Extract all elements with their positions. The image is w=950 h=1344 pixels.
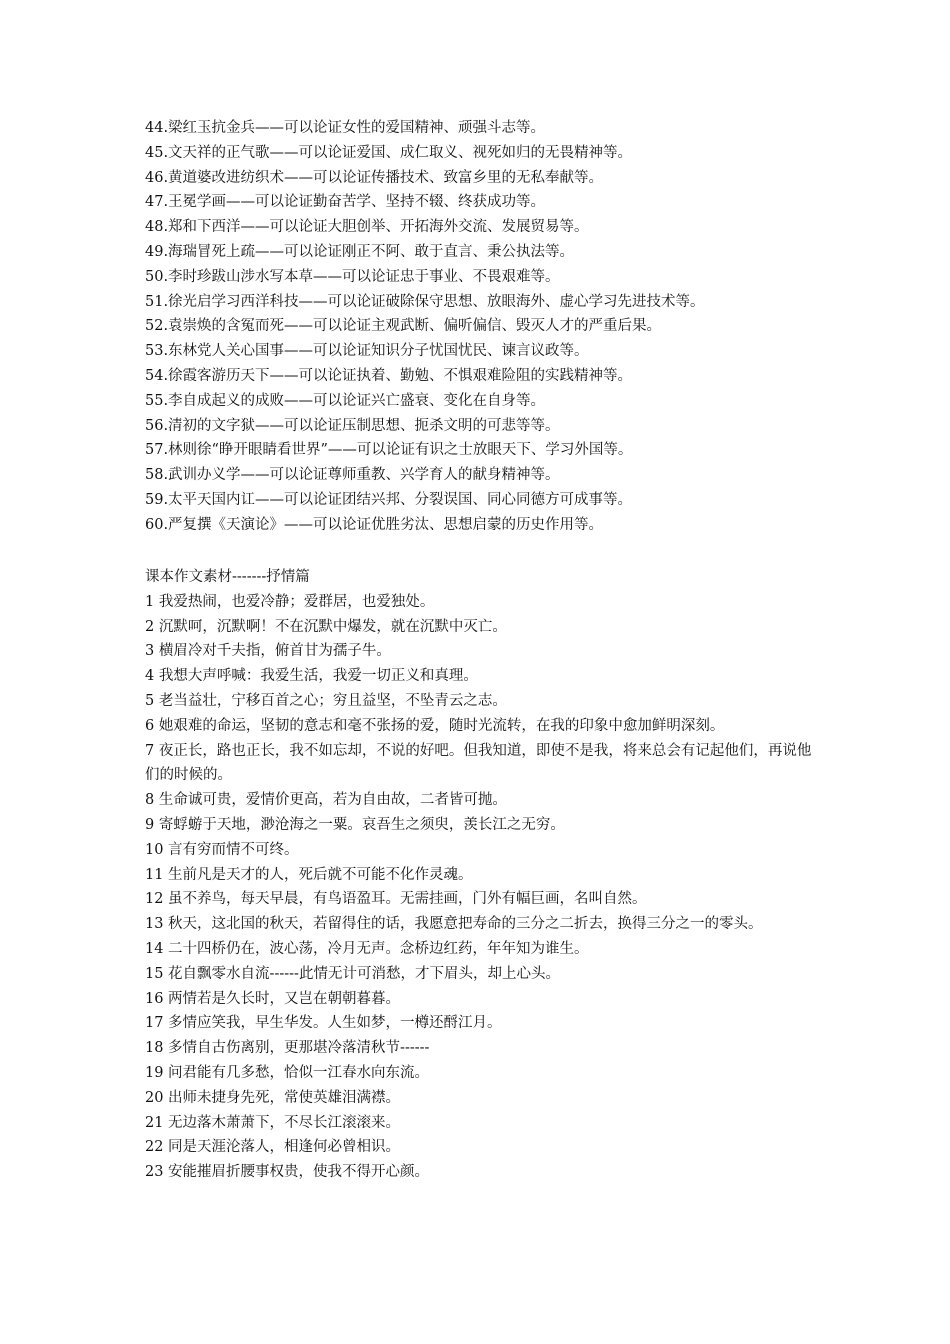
example-item: 44.梁红玉抗金兵——可以论证女性的爱国精神、顽强斗志等。 xyxy=(145,120,546,136)
quote-item: 21 无边落木萧萧下，不尽长江滚滚来。 xyxy=(145,1114,401,1131)
quote-item: 2 沉默呵，沉默啊！不在沉默中爆发，就在沉默中灭亡。 xyxy=(145,618,507,635)
quote-item: 19 问君能有几多愁，恰似一江春水向东流。 xyxy=(145,1064,430,1081)
quote-item: 18 多情自古伤离别，更那堪冷落清秋节------ xyxy=(145,1040,430,1057)
quote-item: 14 二十四桥仍在，波心荡，冷月无声。念桥边红药，年年知为谁生。 xyxy=(145,940,589,957)
quote-item: 13 秋天，这北国的秋天，若留得住的话，我愿意把寿命的三分之二折去，换得三分之一的零头。 xyxy=(145,916,763,933)
example-item: 59.太平天国内讧——可以论证团结兴邦、分裂误国、同心同德方可成事等。 xyxy=(145,491,633,508)
quote-item: 7 夜正长，路也正长，我不如忘却，不说的好吧。但我知道，即使不是我，将来总会有记起他们，再说他们的时候的。 xyxy=(145,742,812,784)
examples-list xyxy=(145,116,815,538)
quote-item: 17 多情应笑我，早生华发。人生如梦，一樽还酹江月。 xyxy=(145,1015,502,1032)
example-item: 55.李自成起义的成败——可以论证兴亡盛衰、变化在自身等。 xyxy=(145,392,546,409)
example-item: 58.武训办义学——可以论证尊师重教、兴学育人的献身精神等。 xyxy=(145,467,560,484)
quote-item: 20 出师未捷身先死，常使英雄泪满襟。 xyxy=(145,1089,401,1106)
quote-item: 1 我爱热闹，也爱冷静；爱群居，也爱独处。 xyxy=(145,593,435,610)
quote-item: 11 生前凡是天才的人，死后就不可能不化作灵魂。 xyxy=(145,866,473,883)
example-item: 47.王冕学画——可以论证勤奋苦学、坚持不辍、终获成功等。 xyxy=(145,194,546,211)
example-item: 49.海瑞冒死上疏——可以论证刚正不阿、敢于直言、秉公执法等。 xyxy=(145,243,575,260)
example-item: 52.袁崇焕的含冤而死——可以论证主观武断、偏听偏信、毁灭人才的严重后果。 xyxy=(145,318,662,335)
quote-item: 8 生命诚可贵，爱情价更高，若为自由故，二者皆可抛。 xyxy=(145,792,507,809)
quote-item: 22 同是天涯沦落人，相逢何必曾相识。 xyxy=(145,1139,401,1156)
quote-item: 9 寄蜉蝣于天地，渺沧海之一粟。哀吾生之须臾，羡长江之无穷。 xyxy=(145,816,565,833)
example-item: 50.李时珍跋山涉水写本草——可以论证忠于事业、不畏艰难等。 xyxy=(145,268,560,285)
quote-item: 4 我想大声呼喊：我爱生活，我爱一切正义和真理。 xyxy=(145,668,478,685)
example-item: 54.徐霞客游历天下——可以论证执着、勤勉、不惧艰难险阻的实践精神等。 xyxy=(145,367,633,384)
example-item: 51.徐光启学习西洋科技——可以论证破除保守思想、放眼海外、虚心学习先进技术等。 xyxy=(145,293,705,310)
example-item: 56.清初的文字狱——可以论证压制思想、扼杀文明的可悲等等。 xyxy=(145,417,560,434)
quote-item: 23 安能摧眉折腰事权贵，使我不得开心颜。 xyxy=(145,1164,430,1181)
example-item: 57.林则徐“睁开眼睛看世界”——可以论证有识之士放眼天下、学习外国等。 xyxy=(145,442,633,459)
quote-item: 16 两情若是久长时，又岂在朝朝暮暮。 xyxy=(145,990,401,1007)
example-item: 60.严复撰《天演论》——可以论证优胜劣汰、思想启蒙的历史作用等。 xyxy=(145,516,604,533)
quote-item: 12 虽不养鸟，每天早晨，有鸟语盈耳。无需挂画，门外有幅巨画，名叫自然。 xyxy=(145,891,647,908)
quote-item: 15 花自飘零水自流------此情无计可消愁，才下眉头，却上心头。 xyxy=(145,965,560,982)
example-item: 46.黄道婆改进纺织术——可以论证传播技术、致富乡里的无私奉献等。 xyxy=(145,169,604,186)
example-item: 48.郑和下西洋——可以论证大胆创举、开拓海外交流、发展贸易等。 xyxy=(145,219,589,236)
quote-item: 5 老当益壮，宁移百首之心；穷且益坚，不坠青云之志。 xyxy=(145,692,507,709)
example-item: 53.东林党人关心国事——可以论证知识分子忧国忧民、谏言议政等。 xyxy=(145,343,589,360)
quotes-section xyxy=(145,565,815,1185)
section-title: 课本作文素材-------抒情篇 xyxy=(145,569,310,585)
quote-item: 6 她艰难的命运，坚韧的意志和毫不张扬的爱，随时光流转，在我的印象中愈加鲜明深刻。 xyxy=(145,717,725,734)
example-item: 45.文天祥的正气歌——可以论证爱国、成仁取义、视死如归的无畏精神等。 xyxy=(145,144,633,161)
quote-item: 10 言有穷而情不可终。 xyxy=(145,841,299,858)
quote-item: 3 横眉冷对千夫指，俯首甘为孺子牛。 xyxy=(145,643,391,660)
